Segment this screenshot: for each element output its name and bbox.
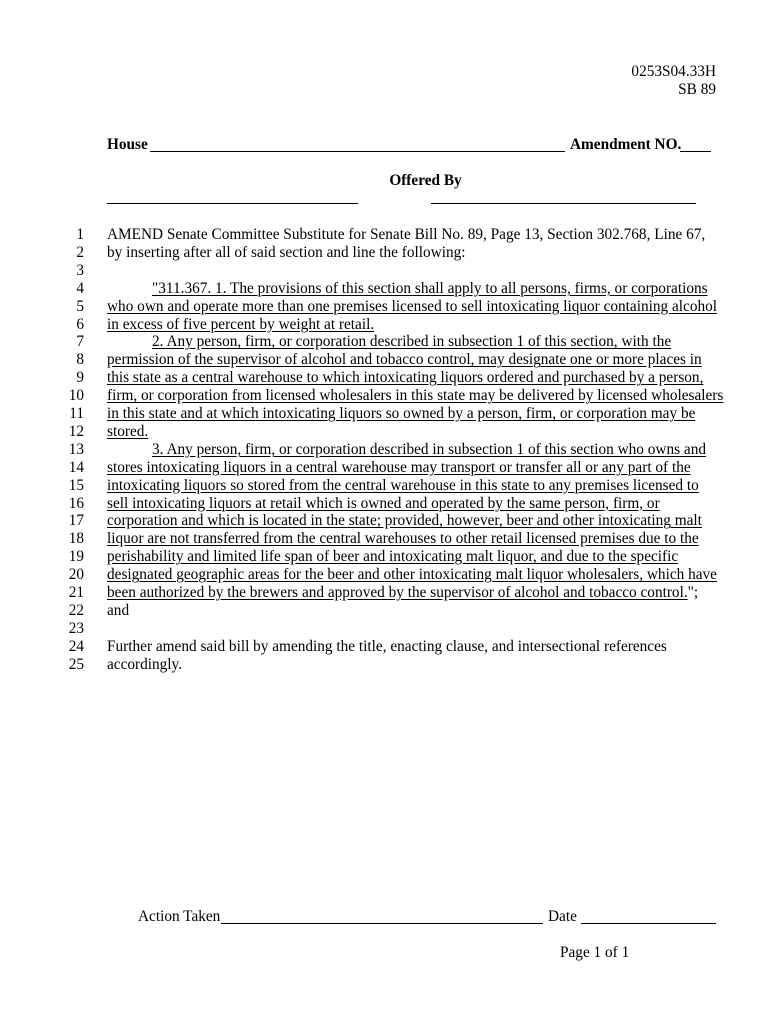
line-number: 10 [68,387,84,405]
inserted-text: this state as a central warehouse to which intoxicating liquors ordered and purchased by a person, [107,369,704,387]
line-number: 21 [68,584,84,601]
line-number: 14 [68,458,84,476]
doc-id: 0253S04.33H [631,63,716,80]
inserted-text: stores intoxicating liquors in a central warehouse may transport or transfer all or any part of the [107,458,691,476]
line-text [107,548,678,566]
line-number: 3 [76,261,84,279]
line-text [107,530,699,548]
text: by inserting after all of said section and line the following: [107,243,466,261]
inserted-text: designated geographic areas for the beer and other intoxicating malt liquor wholesalers, which have [107,566,717,584]
house-field-line [150,151,565,152]
text: and [107,601,130,619]
line-text [107,459,691,477]
line-text [107,512,702,530]
line-text [107,351,702,369]
inserted-text: in this state and at which intoxicating liquors so owned by a person, firm, or corporation may be [107,405,696,422]
line-number: 25 [68,655,84,673]
line-number: 22 [68,601,84,619]
line-text [107,656,182,674]
line-text [107,226,705,244]
closing-quote: "; [687,584,699,601]
line-number: 19 [68,548,84,566]
line-number: 5 [76,297,84,315]
line-text [107,316,374,334]
line-number: 18 [68,530,84,548]
inserted-text: perishability and limited life span of beer and intoxicating malt liquor, and due to the specific [107,548,679,566]
inserted-text: liquor are not transferred from the central warehouses to other retail licensed premises due to the [107,530,699,548]
line-text [107,244,466,262]
bill-number: SB 89 [678,81,716,98]
date-line [581,923,716,924]
line-number: 24 [68,637,84,655]
line-text [107,423,148,441]
line-text [107,584,698,602]
inserted-text: permission of the supervisor of alcohol and tobacco control, may designate one or more places in [107,351,702,369]
line-number: 1 [76,226,84,243]
line-text [107,441,706,459]
line-number: 16 [68,494,84,512]
line-number: 9 [76,369,84,387]
line-number: 17 [68,512,84,530]
amendment-number-line [680,151,711,152]
line-text [107,280,708,298]
line-number: 6 [76,315,84,333]
action-taken-line [221,923,543,924]
offered-by-label: Offered By [389,172,462,189]
inserted-text: stored. [107,422,149,440]
amendment-label: Amendment NO. [570,136,682,153]
line-number: 15 [68,476,84,494]
text: accordingly. [107,655,183,673]
line-number: 2 [76,243,84,261]
inserted-text: been authorized by the brewers and approved by the supervisor of alcohol and tobacco control. [107,584,688,601]
inserted-text: firm, or corporation from licensed wholesalers in this state may be delivered by licensed wholesalers [107,387,724,405]
line-text [107,333,671,351]
inserted-text: 3. Any person, firm, or corporation described in subsection 1 of this section who owns and [152,440,706,458]
inserted-text: sell intoxicating liquors at retail which is owned and operated by the same person, firm, or [107,494,660,512]
line-number: 4 [76,279,84,297]
line-number: 7 [76,333,84,351]
offered-by-line-right [431,203,696,204]
line-text [107,369,703,387]
line-text [107,477,699,495]
house-label: House [107,136,148,153]
inserted-text: intoxicating liquors so stored from the central warehouse in this state to any premises licensed to [107,476,699,494]
line-number: 13 [68,440,84,458]
line-text [107,602,129,620]
text: Further amend said bill by amending the title, enacting clause, and intersectional references [107,637,667,655]
text: AMEND Senate Committee Substitute for Senate Bill No. 89, Page 13, Section 302.768, Line 67, [107,226,706,243]
inserted-text: corporation and which is located in the state; provided, however, beer and other intoxicating malt [107,512,702,530]
line-number: 12 [68,422,84,440]
offered-by-line-left [107,203,358,204]
line-number: 20 [68,566,84,584]
inserted-text: in excess of five percent by weight at retail. [107,315,375,333]
line-text [107,405,695,423]
line-text [107,387,723,405]
action-taken-label: Action Taken [138,908,221,925]
page-number: Page 1 of 1 [560,944,630,961]
line-text [107,638,667,656]
inserted-text: 2. Any person, firm, or corporation described in subsection 1 of this section, with the [152,333,672,351]
line-text [107,566,717,584]
inserted-text: "311.367. 1. The provisions of this section shall apply to all persons, firms, or corporations [152,279,708,297]
date-label: Date [548,908,577,925]
line-number: 8 [76,351,84,369]
line-text [107,495,660,513]
document-header-id [631,63,716,99]
inserted-text: who own and operate more than one premises licensed to sell intoxicating liquor containing alcohol [107,297,718,315]
line-number: 11 [69,405,84,422]
line-number: 23 [68,619,84,637]
line-text [107,298,717,316]
